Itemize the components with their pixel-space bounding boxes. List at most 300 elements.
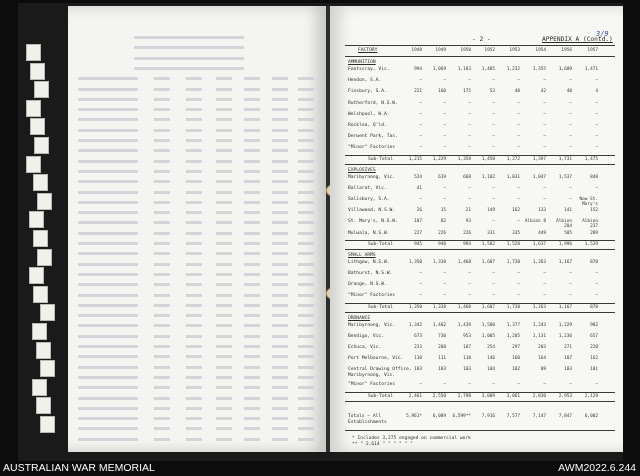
- table-cell: 1,232: [506, 67, 520, 72]
- bleed-through-row: [74, 407, 326, 412]
- index-tab: [29, 211, 44, 228]
- table-cell: 2,830: [532, 393, 546, 399]
- table-cell: 982: [590, 322, 598, 328]
- subtotal-label: Sub-Total: [368, 393, 393, 399]
- table-cell: –: [419, 197, 422, 202]
- index-tab: [40, 416, 55, 433]
- table-cell: 940: [438, 241, 446, 247]
- table-cell: 146: [487, 356, 495, 362]
- table-cell: –: [443, 111, 446, 117]
- table-cell: –: [419, 78, 422, 84]
- table-cell: 221: [414, 89, 422, 95]
- table-cell: 730: [438, 333, 446, 339]
- table-cell: 254: [487, 345, 495, 350]
- table-cell: –: [468, 134, 471, 140]
- table-cell: –: [543, 293, 546, 299]
- table-cell: –: [517, 293, 520, 299]
- factory-name: "Minor" Factories: [348, 382, 396, 388]
- factory-name: Bathurst, N.S.W.: [348, 271, 393, 276]
- table-cell: 1,031: [506, 174, 520, 180]
- table-cell: Albion 237: [582, 219, 598, 230]
- table-cell: 2,461: [408, 393, 422, 399]
- table-cell: –: [419, 282, 422, 288]
- table-cell: 1,582: [481, 241, 495, 247]
- table-cell: –: [595, 134, 598, 140]
- table-cell: 160: [512, 356, 520, 362]
- table-cell: –: [443, 382, 446, 388]
- table-cell: 1,377: [506, 322, 520, 328]
- table-cell: 15: [440, 208, 446, 214]
- table-cell: –: [492, 123, 495, 128]
- table-cell: 220: [590, 345, 598, 350]
- table-cell: –: [569, 197, 572, 202]
- table-cell: 1,167: [558, 304, 572, 310]
- footnote: ** " 2,614 " " " " " ": [352, 441, 413, 447]
- factory-name: Rocklea, Q'ld.: [348, 123, 387, 128]
- table-cell: 1,609: [558, 67, 572, 72]
- table-cell: Albion 204: [556, 219, 572, 230]
- table-cell: –: [543, 282, 546, 288]
- bleed-through-row: [74, 77, 326, 82]
- table-rule: [345, 155, 615, 156]
- caption-accession: AWM2022.6.244: [558, 462, 636, 474]
- factory-name: Mulwala, N.S.W.: [348, 230, 390, 236]
- factory-name: Rutherford, N.S.W.: [348, 100, 398, 106]
- table-cell: –: [517, 134, 520, 140]
- handwritten-note: 3/9: [596, 30, 609, 38]
- index-tab: [33, 286, 48, 303]
- bleed-through-row: [74, 376, 326, 381]
- factory-name: Lithgow, N.S.W.: [348, 259, 390, 265]
- table-cell: 1,236: [558, 333, 572, 339]
- table-cell: 82: [440, 219, 446, 225]
- column-header-year: 1957: [587, 48, 598, 53]
- table-cell: Now St. Mary's: [579, 197, 598, 207]
- table-cell: –: [595, 123, 598, 128]
- table-cell: –: [492, 111, 495, 117]
- table-cell: 1,342: [408, 322, 422, 328]
- table-cell: 1,405: [481, 67, 495, 72]
- table-cell: –: [443, 271, 446, 276]
- bleed-through-row: [74, 180, 326, 185]
- table-cell: 945: [414, 241, 422, 247]
- factory-name: Salisbury, S.A.: [348, 197, 390, 202]
- column-header-year: 1950: [460, 48, 471, 53]
- table-cell: 89: [540, 367, 546, 373]
- index-tab: [26, 44, 41, 61]
- table-cell: –: [517, 185, 520, 191]
- subtotal-label: Sub-Total: [368, 241, 393, 247]
- table-cell: –: [419, 293, 422, 299]
- table-cell: –: [468, 197, 471, 202]
- factory-name: Welshpool, W.A.: [348, 111, 390, 117]
- table-cell: 7,577: [506, 413, 520, 419]
- table-cell: –: [468, 185, 471, 191]
- index-tab: [34, 81, 49, 98]
- bleed-through-row: [74, 139, 326, 144]
- table-cell: –: [492, 197, 495, 202]
- bleed-through-row: [74, 438, 326, 443]
- table-section-heading: ORDNANCE: [348, 315, 371, 321]
- table-cell: –: [569, 123, 572, 128]
- bleed-through-row: [74, 314, 326, 319]
- table-cell: 870: [590, 259, 598, 265]
- factory-name: Central Drawing Office, Maribyrnong, Vic.: [348, 367, 412, 379]
- bleed-through-row: [74, 211, 326, 216]
- table-cell: –: [543, 271, 546, 276]
- table-cell: 6,089: [432, 413, 446, 419]
- table-cell: –: [569, 145, 572, 151]
- table-cell: –: [492, 78, 495, 84]
- table-cell: 160: [438, 89, 446, 95]
- bleed-through-row: [74, 345, 326, 350]
- factory-name: Ballarat, Vic.: [348, 185, 387, 191]
- bleed-through-row: [74, 242, 326, 247]
- table-cell: 1,229: [558, 322, 572, 328]
- column-header-year: 1949: [435, 48, 446, 53]
- table-cell: –: [569, 134, 572, 140]
- table-cell: 6,599**: [452, 413, 471, 419]
- table-cell: 162: [590, 356, 598, 362]
- table-cell: 208: [438, 345, 446, 350]
- table-cell: 1,205: [506, 333, 520, 339]
- table-cell: –: [468, 78, 471, 84]
- table-cell: –: [543, 100, 546, 106]
- table-cell: –: [595, 293, 598, 299]
- table-cell: 1,131: [532, 333, 546, 339]
- table-cell: –: [468, 100, 471, 106]
- column-header-year: 1954: [535, 48, 546, 53]
- table-cell: –: [443, 134, 446, 140]
- table-cell: 449: [538, 230, 546, 236]
- table-cell: –: [419, 382, 422, 388]
- bleed-through-row: [74, 366, 326, 371]
- table-cell: 619: [438, 174, 446, 180]
- table-cell: 1,500: [481, 322, 495, 328]
- table-cell: –: [443, 145, 446, 151]
- factory-name: "Minor" Factories: [348, 145, 396, 151]
- index-tab: [34, 137, 49, 154]
- table-cell: 994: [463, 241, 471, 247]
- bleed-through-row: [74, 417, 326, 422]
- table-cell: 1,402: [432, 322, 446, 328]
- table-rule: [345, 430, 615, 431]
- table-cell: –: [517, 271, 520, 276]
- table-section-heading: EXPLOSIVES: [348, 167, 376, 173]
- table-cell: 1,731: [558, 156, 572, 162]
- factory-name: Finsbury, S.A.: [348, 89, 387, 95]
- index-tab: [29, 267, 44, 284]
- bleed-through-row: [74, 294, 326, 299]
- table-cell: –: [468, 282, 471, 288]
- table-cell: 164: [538, 356, 546, 362]
- table-cell: 42: [540, 89, 546, 95]
- table-cell: –: [543, 123, 546, 128]
- bleed-through-row: [74, 129, 326, 134]
- table-cell: –: [443, 282, 446, 288]
- table-cell: 203: [538, 345, 546, 350]
- index-tab: [33, 230, 48, 247]
- table-cell: –: [595, 282, 598, 288]
- left-page-bleed-through: [68, 6, 326, 452]
- index-tab: [30, 118, 45, 135]
- table-cell: 1,243: [532, 322, 546, 328]
- bleed-through-row: [74, 88, 326, 93]
- bleed-through-row: [74, 283, 326, 288]
- table-cell: –: [517, 123, 520, 128]
- table-cell: 1,528: [506, 241, 520, 247]
- table-cell: 297: [512, 345, 520, 350]
- table-cell: –: [595, 145, 598, 151]
- table-cell: –: [492, 219, 495, 225]
- table-cell: –: [443, 78, 446, 84]
- table-cell: 1,637: [532, 241, 546, 247]
- table-cell: –: [443, 197, 446, 202]
- bleed-through-row: [74, 263, 326, 268]
- table-cell: –: [595, 78, 598, 84]
- table-cell: –: [443, 293, 446, 299]
- table-cell: –: [595, 111, 598, 117]
- table-cell: 110: [414, 356, 422, 362]
- bleed-through-row: [74, 67, 326, 72]
- table-cell: –: [419, 271, 422, 276]
- table-cell: –: [595, 382, 598, 388]
- table-cell: 118: [463, 356, 471, 362]
- table-cell: 1,350: [408, 304, 422, 310]
- factory-name: Villawood, N.S.W.: [348, 208, 396, 214]
- bleed-through-row: [74, 335, 326, 340]
- table-cell: –: [595, 185, 598, 191]
- bleed-through-row: [74, 252, 326, 257]
- index-tab: [26, 100, 41, 117]
- table-cell: 2,798: [457, 393, 471, 399]
- table-cell: 668: [463, 174, 471, 180]
- factory-name: Footscray, Vic.: [348, 67, 390, 72]
- table-cell: 233: [414, 345, 422, 350]
- index-tab: [40, 304, 55, 321]
- table-cell: 657: [590, 333, 598, 339]
- table-cell: 1,338: [432, 304, 446, 310]
- bleed-through-row: [74, 160, 326, 165]
- table-cell: 107: [564, 356, 572, 362]
- table-cell: 187: [463, 345, 471, 350]
- table-cell: 141: [564, 208, 572, 214]
- table-cell: 103: [438, 367, 446, 373]
- table-cell: 271: [564, 345, 572, 350]
- table-cell: –: [517, 282, 520, 288]
- table-cell: 1,215: [408, 156, 422, 162]
- table-rule: [345, 312, 615, 313]
- table-cell: –: [492, 282, 495, 288]
- table-cell: –: [468, 111, 471, 117]
- factory-name: Hendon, S.A.: [348, 78, 382, 84]
- table-cell: 1,996: [558, 241, 572, 247]
- bleed-through-row: [74, 355, 326, 360]
- index-tab: [26, 156, 41, 173]
- table-cell: 226: [438, 230, 446, 236]
- table-cell: 1,738: [506, 304, 520, 310]
- index-tab: [36, 397, 51, 414]
- bleed-through-row: [74, 149, 326, 154]
- table-cell: 673: [414, 333, 422, 339]
- table-cell: –: [543, 382, 546, 388]
- column-header-year: 1956: [561, 48, 572, 53]
- table-cell: 53: [489, 89, 495, 95]
- bleed-through-row: [74, 108, 326, 113]
- table-rule: [345, 56, 615, 57]
- table-cell: 505: [564, 230, 572, 236]
- index-tab: [33, 174, 48, 191]
- table-cell: 1,263: [532, 259, 546, 265]
- bleed-through-row: [74, 36, 326, 41]
- column-header-year: 1952: [484, 48, 495, 53]
- table-cell: –: [492, 185, 495, 191]
- table-cell: 152: [590, 208, 598, 214]
- table-cell: 2,129: [584, 393, 598, 399]
- table-cell: –: [595, 100, 598, 106]
- table-cell: 524: [414, 174, 422, 180]
- table-cell: –: [419, 100, 422, 106]
- table-cell: 104: [487, 367, 495, 373]
- table-section-heading: SMALL ARMS: [348, 252, 376, 258]
- factory-name: "Minor" Factories: [348, 293, 396, 299]
- factory-name: Derwent Park, Tas.: [348, 134, 398, 140]
- table-cell: –: [443, 100, 446, 106]
- bleed-through-row: [74, 170, 326, 175]
- table-cell: –: [517, 78, 520, 84]
- table-cell: –: [492, 100, 495, 106]
- table-cell: 1,272: [506, 156, 520, 162]
- table-cell: 1,397: [532, 156, 546, 162]
- table-cell: –: [543, 111, 546, 117]
- table-cell: 6,002: [584, 413, 598, 419]
- table-cell: 1,047: [532, 174, 546, 180]
- index-tab: [36, 342, 51, 359]
- caption-institution: AUSTRALIAN WAR MEMORIAL: [3, 462, 155, 474]
- table-cell: 3,061: [506, 393, 520, 399]
- table-cell: 1,607: [481, 259, 495, 265]
- table-cell: 1,069: [432, 67, 446, 72]
- table-cell: –: [569, 382, 572, 388]
- table-cell: 93: [465, 219, 471, 225]
- table-cell: 26: [416, 208, 422, 214]
- table-cell: –: [569, 185, 572, 191]
- factory-name: Maribyrnong, Vic.: [348, 174, 396, 180]
- bleed-through-row: [74, 304, 326, 309]
- table-cell: –: [419, 145, 422, 151]
- index-tab: [37, 193, 52, 210]
- factory-name: St. Mary's, N.S.W.: [348, 219, 398, 225]
- table-cell: 1,358: [457, 156, 471, 162]
- table-cell: 3,009: [481, 393, 495, 399]
- table-cell: –: [569, 293, 572, 299]
- table-section-heading: AMMUNITION: [348, 60, 376, 65]
- bleed-through-row: [74, 386, 326, 391]
- table-cell: –: [468, 123, 471, 128]
- table-cell: –: [443, 123, 446, 128]
- table-cell: 227: [414, 230, 422, 236]
- column-header-factory: FACTORY: [358, 48, 378, 53]
- table-cell: –: [569, 271, 572, 276]
- table-cell: 1,439: [457, 322, 471, 328]
- factory-name: Maribyrnong, Vic.: [348, 322, 396, 328]
- table-cell: 103: [414, 367, 422, 373]
- table-cell: –: [468, 271, 471, 276]
- table-cell: –: [569, 100, 572, 106]
- table-rule: [345, 45, 615, 46]
- table-rule: [345, 401, 615, 402]
- table-cell: –: [492, 382, 495, 388]
- index-tab: [37, 249, 52, 266]
- table-cell: –: [443, 185, 446, 191]
- table-cell: –: [419, 134, 422, 140]
- factory-name: Bendigo, Vic.: [348, 333, 384, 339]
- table-cell: 335: [512, 230, 520, 236]
- table-cell: 1,229: [432, 156, 446, 162]
- table-cell: 102: [512, 367, 520, 373]
- table-cell: Albion 8: [524, 219, 546, 225]
- table-cell: 1,263: [532, 304, 546, 310]
- table-cell: 7,916: [481, 413, 495, 419]
- table-cell: 1,468: [457, 259, 471, 265]
- bleed-through-row: [74, 397, 326, 402]
- table-cell: 1,338: [432, 259, 446, 265]
- table-cell: 133: [538, 208, 546, 214]
- table-cell: 331: [487, 230, 495, 236]
- table-cell: 2,953: [558, 393, 572, 399]
- table-cell: –: [517, 145, 520, 151]
- table-cell: 848: [590, 174, 598, 180]
- table-cell: –: [468, 145, 471, 151]
- table-cell: 1,355: [532, 67, 546, 72]
- table-cell: 103: [463, 367, 471, 373]
- footnote: * Includes 3,275 engaged on commercial work: [352, 435, 471, 441]
- bleed-through-row: [74, 201, 326, 206]
- table-cell: –: [419, 123, 422, 128]
- table-cell: 4: [595, 89, 598, 95]
- subtotal-label: Sub-Total: [368, 304, 393, 310]
- table-cell: –: [492, 134, 495, 140]
- table-cell: 5,961*: [406, 413, 422, 419]
- table-cell: 41: [416, 185, 422, 191]
- table-cell: 107: [414, 219, 422, 225]
- table-cell: 1,102: [481, 174, 495, 180]
- bleed-through-row: [74, 232, 326, 237]
- factory-name: Port Melbourne, Vic.: [348, 356, 404, 362]
- table-cell: –: [492, 145, 495, 151]
- table-cell: –: [419, 111, 422, 117]
- table-cell: 953: [463, 333, 471, 339]
- bleed-through-row: [74, 221, 326, 226]
- table-cell: 1,738: [506, 259, 520, 265]
- bleed-through-row: [74, 98, 326, 103]
- table-cell: 7,147: [532, 413, 546, 419]
- table-cell: –: [569, 282, 572, 288]
- bleed-through-row: [74, 118, 326, 123]
- table-cell: –: [543, 145, 546, 151]
- table-cell: –: [517, 197, 520, 202]
- table-cell: 1,475: [584, 156, 598, 162]
- table-cell: –: [569, 78, 572, 84]
- table-cell: 1,471: [584, 67, 598, 72]
- bleed-through-row: [74, 427, 326, 432]
- table-cell: –: [595, 271, 598, 276]
- table-cell: 870: [590, 304, 598, 310]
- column-header-year: 1948: [411, 48, 422, 53]
- table-cell: 111: [438, 356, 446, 362]
- table-cell: 7,847: [558, 413, 572, 419]
- table-cell: 1,537: [558, 174, 572, 180]
